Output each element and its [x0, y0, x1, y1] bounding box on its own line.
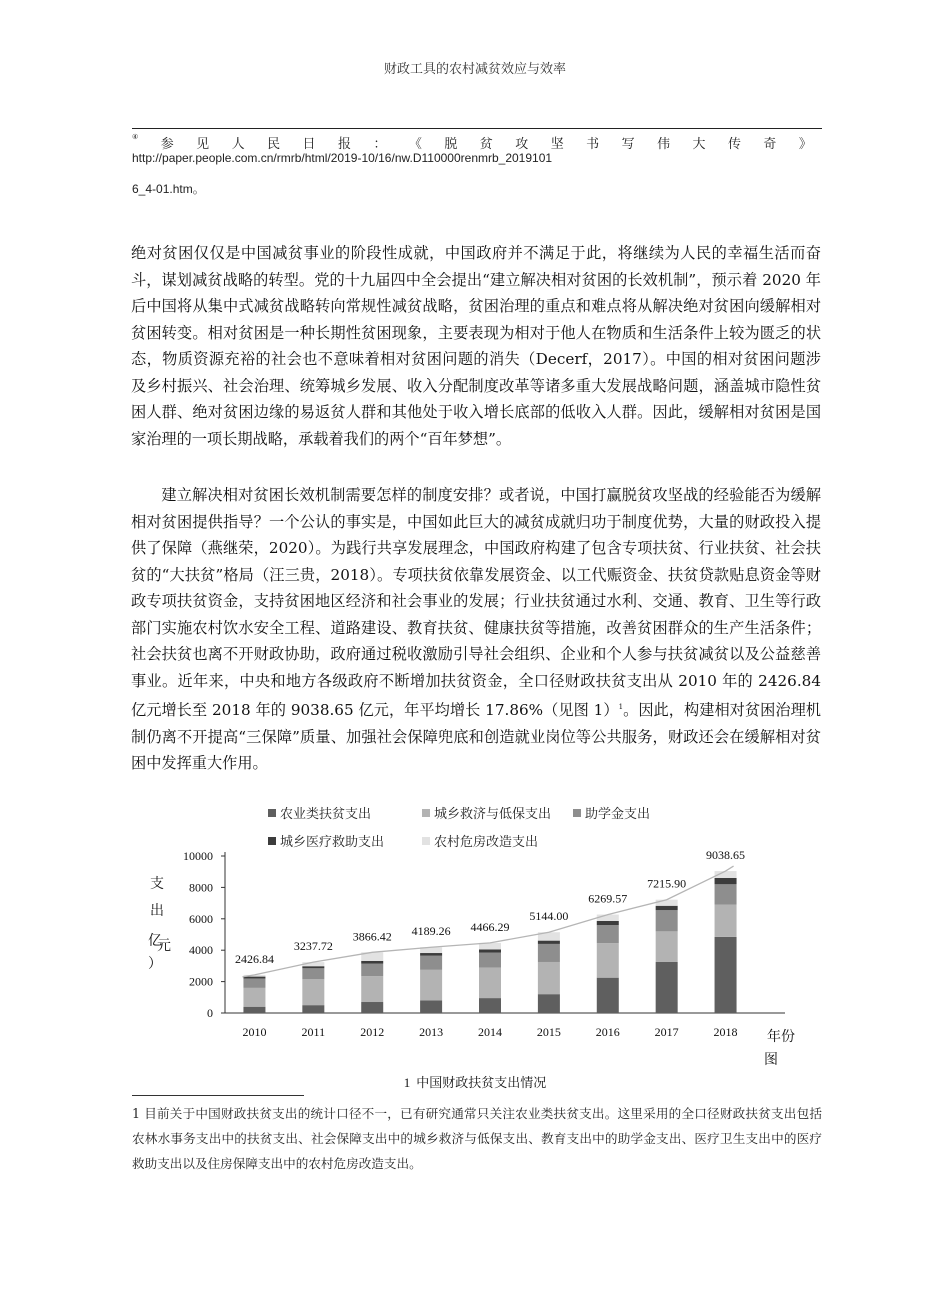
total-data-label: 5144.00	[529, 909, 569, 924]
legend-label: 农业类扶贫支出	[280, 807, 372, 822]
x-tick-label: 2014	[478, 1025, 502, 1039]
y-tick-label: 8000	[189, 880, 213, 895]
bar-segment	[656, 910, 678, 931]
body-paragraph-1	[131, 240, 821, 452]
bar-segment	[538, 941, 560, 944]
x-tick-label: 2012	[360, 1025, 385, 1039]
citation-char: 民	[267, 137, 281, 152]
citation-char: 贫	[479, 137, 493, 152]
bar-segment	[302, 979, 324, 1005]
x-tick-label: 2011	[301, 1025, 326, 1039]
top-footnote-url[interactable]: http://paper.people.com.cn/rmrb/html/2019-10/16/nw.D110000renmrb_2019101	[132, 151, 553, 165]
citation-char: 传	[727, 137, 741, 152]
x-tick-label: 2010	[242, 1025, 267, 1039]
bar-segment	[420, 1000, 442, 1013]
legend-label: 助学金支出	[585, 807, 651, 822]
bar-segment	[361, 961, 383, 964]
bar-segment	[656, 931, 678, 962]
bar-segment	[656, 906, 678, 910]
x-tick-label: 2017	[654, 1025, 679, 1039]
bar-segment	[302, 966, 324, 968]
total-data-label: 6269.57	[588, 891, 628, 906]
figure-caption-prefix: 图	[764, 1052, 778, 1068]
bar-segment	[597, 921, 619, 925]
body-paragraph-2	[131, 482, 821, 777]
figure-caption	[0, 1072, 950, 1091]
legend-swatch	[422, 837, 430, 845]
y-tick-label: 10000	[183, 849, 213, 863]
citation-char: 》	[798, 137, 812, 152]
bar-segment	[538, 944, 560, 962]
y-tick-label: 6000	[189, 911, 213, 926]
citation-char: 脱	[444, 137, 458, 152]
bar-segment	[597, 978, 619, 1013]
total-data-label: 3237.72	[293, 939, 333, 954]
footnote-rule-top	[132, 128, 822, 129]
bar-segment	[479, 998, 501, 1013]
bar-segment	[243, 1007, 265, 1013]
bar-segment	[479, 949, 501, 952]
bar-segment	[597, 915, 619, 921]
citation-char: ：	[373, 137, 387, 152]
citation-char: 日	[302, 137, 316, 152]
bar-segment	[538, 994, 560, 1013]
y-axis-title-char: 支	[150, 876, 164, 892]
bottom-footnote: 1 目前关于中国财政扶贫支出的统计口径不一，已有研究通常只关注农业类扶贫支出。这里采用的全口径财政扶贫支出包括农林水事务支出中的扶贫支出、社会保障支出中的城乡救济与低保支出、教育支出中的助学金支出、医疗卫生支出中的医疗救助支出以及住房保障支出中的农村危房改造支出。	[132, 1106, 822, 1171]
bar-segment	[243, 988, 265, 1007]
bar-segment	[538, 962, 560, 994]
x-axis-title: 年份	[767, 1029, 795, 1045]
legend-label: 城乡救济与低保支出	[434, 807, 552, 822]
bar-segment	[302, 968, 324, 979]
bar-segment	[715, 884, 737, 904]
citation-char: 写	[621, 137, 635, 152]
citation-char: 伟	[657, 137, 671, 152]
legend-label: 城乡医疗救助支出	[280, 835, 385, 850]
stacked-bar-chart	[130, 800, 795, 1068]
y-axis-title-char-small: ）	[148, 956, 162, 972]
top-footnote-url-continued[interactable]: 6_4-01.htm。	[132, 182, 205, 196]
y-axis-title-char: 出	[150, 903, 164, 919]
figure-1-chart	[130, 800, 795, 1068]
x-tick-label: 2013	[419, 1025, 444, 1039]
legend-swatch	[573, 809, 581, 817]
bar-segment	[656, 900, 678, 906]
citation-char: 坚	[550, 137, 564, 152]
paragraph-text	[131, 482, 821, 777]
bar-segment	[715, 878, 737, 884]
bar-segment	[420, 970, 442, 1001]
figure-caption-number: 1	[403, 1075, 411, 1090]
bar-segment	[656, 962, 678, 1013]
legend-swatch	[422, 809, 430, 817]
total-data-label: 9038.65	[706, 848, 746, 863]
citation-char: 参	[160, 137, 174, 152]
total-data-label: 7215.90	[647, 876, 687, 891]
total-data-label: 3866.42	[352, 929, 392, 944]
y-axis-title-char: 亿	[148, 933, 162, 949]
citation-char: 人	[231, 137, 245, 152]
bar-segment	[420, 956, 442, 970]
bar-segment	[715, 937, 737, 1013]
citation-char: 大	[692, 137, 706, 152]
x-tick-label: 2016	[595, 1025, 620, 1039]
citation-char: 见	[196, 137, 210, 152]
bar-segment	[361, 964, 383, 977]
footnote-reference[interactable]: 1	[618, 703, 624, 711]
y-tick-label: 4000	[189, 943, 213, 958]
paragraph-text-part-a: 建立解决相对贫困长效机制需要怎样的制度安排？或者说，中国打赢脱贫攻坚战的经验能否为缓解相对贫困提供指导？一个公认的事实是，中国如此巨大的减贫成就归功于制度优势，大量的财政投入提供了保障（燕继荣，2020）。为践行共享发展理念，中国政府构建了包含专项扶贫、行业扶贫、社会扶贫的“大扶贫”格局（汪三贵，2018）。专项扶贫依靠发展资金、以工代赈资金、扶贫贷款贴息资金等财政专项扶贫资金，支持贫困地区经济和社会事业的发展；行业扶贫通过水利、交通、教育、卫生等行政部门实施农村饮水安全工程、道路建设、教育扶贫、健康扶贫等措施，改善贫困群众的生产生活条件；社会扶贫也离不开财政协助，政府通过税收激励引导社会组织、企业和个人参与扶贫减贫以及公益慈善事业。近年来，中央和地方各级政府不断增加扶贫资金，全口径财政扶贫支出从 2010 年的 2426.84 亿元增长至 2018 年的 9038.65 亿元，年平均增长 17.86%（见图 1）	[131, 486, 821, 720]
x-tick-label: 2015	[536, 1025, 561, 1039]
bar-segment	[243, 977, 265, 979]
paragraph-text: 绝对贫困仅仅是中国减贫事业的阶段性成就，中国政府并不满足于此，将继续为人民的幸福生活而奋斗，谋划减贫战略的转型。党的十九届四中全会提出“建立解决相对贫困的长效机制”，预示着 2020 年后中国将从集中式减贫战略转向常规性减贫战略，贫困治理的重点和难点将从解决绝对贫困向缓解相对贫困转变。相对贫困是一种长期性贫困现象，主要表现为相对于他人在物质和生活条件上较为匮乏的状态，物质资源充裕的社会也不意味着相对贫困问题的消失（Decerf，2017）。中国的相对贫困问题涉及乡村振兴、社会治理、统筹城乡发展、收入分配制度改革等诸多重大发展战略问题，涵盖城市隐性贫困人群、绝对贫困边缘的易返贫人群和其他处于收入增长底部的低收入人群。因此，缓解相对贫困是国家治理的一项长期战略，承载着我们的两个“百年梦想”。	[131, 244, 821, 448]
bar-segment	[715, 905, 737, 937]
y-axis-title-char-small: 元	[157, 938, 171, 954]
footnote-marker: ④	[132, 133, 139, 141]
bar-segment	[420, 953, 442, 956]
top-footnote-citation	[132, 133, 812, 152]
citation-char: 书	[586, 137, 600, 152]
running-header: 财政工具的农村减贫效应与效率	[383, 62, 566, 77]
citation-char: 报	[337, 137, 351, 152]
footnote-rule-bottom	[132, 1095, 304, 1096]
citation-char: 奇	[763, 137, 777, 152]
legend-swatch	[268, 809, 276, 817]
bar-segment	[243, 978, 265, 987]
x-tick-label: 2018	[713, 1025, 738, 1039]
bar-segment	[597, 943, 619, 978]
bar-segment	[479, 967, 501, 998]
y-tick-label: 2000	[189, 974, 213, 989]
citation-char: 攻	[515, 137, 529, 152]
bar-segment	[361, 1002, 383, 1013]
paragraph-text-part-b: 。因此，构建相对贫困治理机制仍离不开提高“三保障”质量、加强社会保障兜底和创造就业岗位等公共服务，财政还会在缓解相对贫困中发挥重大作用。	[131, 701, 821, 773]
bar-segment	[302, 1005, 324, 1013]
legend-label: 农村危房改造支出	[434, 835, 539, 850]
total-data-label: 2426.84	[234, 951, 274, 966]
bar-segment	[361, 976, 383, 1002]
total-data-label: 4466.29	[470, 919, 510, 934]
legend-swatch	[268, 837, 276, 845]
total-data-label: 4189.26	[411, 924, 451, 939]
citation-char: 《	[408, 137, 422, 152]
figure-caption-text: 中国财政扶贫支出情况	[416, 1076, 547, 1091]
bar-segment	[479, 953, 501, 968]
y-tick-label: 0	[207, 1006, 213, 1020]
bar-segment	[597, 925, 619, 943]
